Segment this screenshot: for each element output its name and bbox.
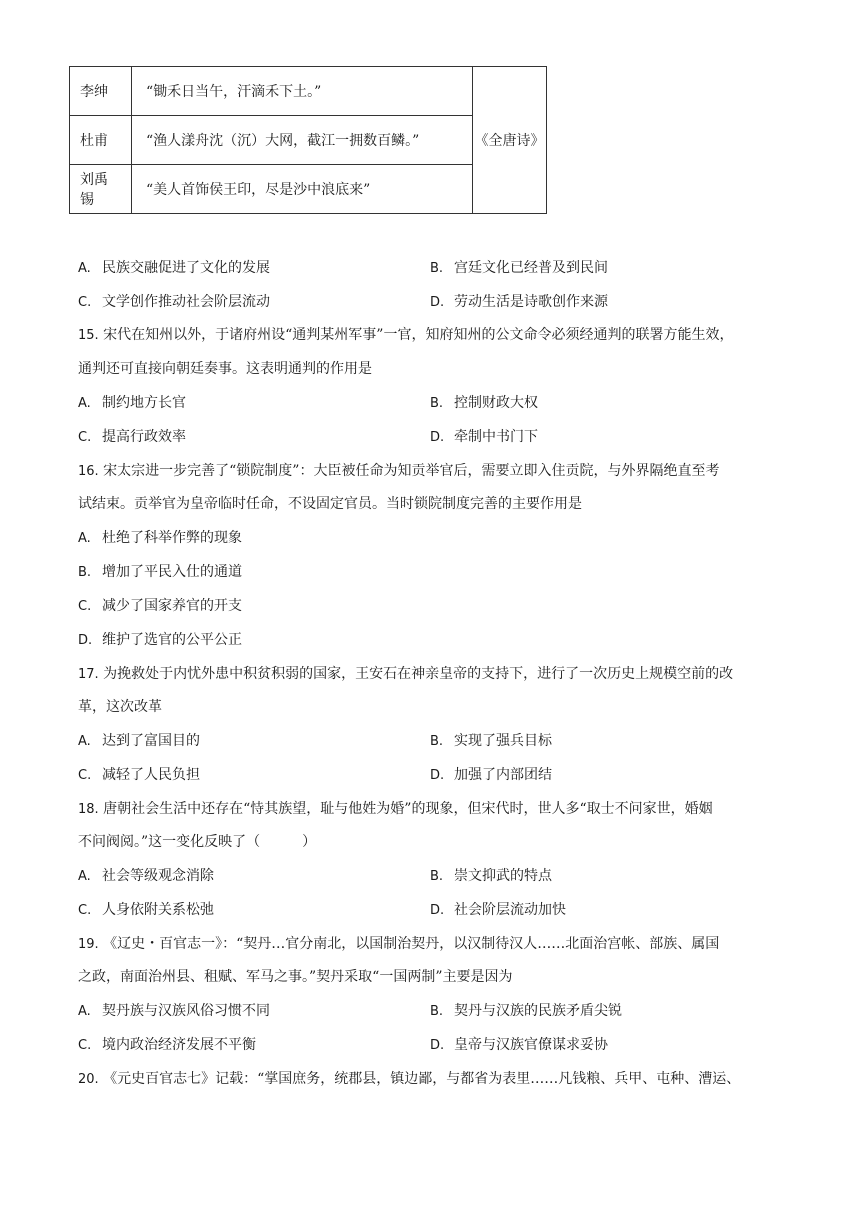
q15-stem-line2: 通判还可直接向朝廷奏事。这表明通判的作用是 <box>78 361 372 377</box>
q17-stem-line1: 17. 为挽救处于内忧外患中积贫积弱的国家，王安石在神亲皇帝的支持下，进行了一次历史上规模空前的改 <box>78 666 734 682</box>
q15-stem-line1: 15. 宋代在知州以外，于诸府州设“通判某州军事”一官，知府知州的公文命令必须经通判的联署方能生效， <box>78 327 734 343</box>
q15-option-d[interactable]: D. 牵制中书门下 <box>430 429 538 445</box>
verse-cell: “美人首饰侯王印，尽是沙中浪底来” <box>132 165 473 214</box>
q16-option-c[interactable]: C. 减少了国家养官的开支 <box>78 598 242 614</box>
q17-option-b[interactable]: B. 实现了强兵目标 <box>430 733 552 749</box>
q20-stem-line1: 20. 《元史百官志七》记载：“掌国庶务，统郡县，镇边鄙，与都省为表里……凡钱粮、兵甲、屯种、漕运、 <box>78 1071 741 1087</box>
q19-option-c[interactable]: C. 境内政治经济发展不平衡 <box>78 1037 256 1053</box>
q18-option-b[interactable]: B. 崇文抑武的特点 <box>430 868 552 884</box>
q19-stem-line2: 之政，南面治州县、租赋、军马之事。”契丹采取“一国两制”主要是因为 <box>78 969 513 985</box>
verse-cell: “渔人漾舟沈（沉）大网，截江一拥数百鳞。” <box>132 116 473 165</box>
verse-cell: “锄禾日当午，汗滴禾下土。” <box>132 67 473 116</box>
q19-option-d[interactable]: D. 皇帝与汉族官僚谋求妥协 <box>430 1037 608 1053</box>
q14-option-c[interactable]: C. 文学创作推动社会阶层流动 <box>78 294 270 310</box>
q14-option-a[interactable]: A. 民族交融促进了文化的发展 <box>78 260 270 276</box>
q17-option-a[interactable]: A. 达到了富国目的 <box>78 733 200 749</box>
author-cell: 李绅 <box>70 67 132 116</box>
q18-option-a[interactable]: A. 社会等级观念消除 <box>78 868 214 884</box>
q18-stem-line2: 不问阀阅。”这一变化反映了（ ） <box>78 834 317 850</box>
table-row <box>70 67 547 116</box>
q16-stem-line1: 16. 宋太宗进一步完善了“锁院制度”：大臣被任命为知贡举官后，需要立即入住贡院，与外界隔绝直至考 <box>78 463 720 479</box>
q16-option-a[interactable]: A. 杜绝了科举作弊的现象 <box>78 530 242 546</box>
author-cell: 杜甫 <box>70 116 132 165</box>
q16-option-b[interactable]: B. 增加了平民入仕的通道 <box>78 564 242 580</box>
author-cell: 刘禹锡 <box>70 165 132 214</box>
q15-option-c[interactable]: C. 提高行政效率 <box>78 429 186 445</box>
q15-option-b[interactable]: B. 控制财政大权 <box>430 395 538 411</box>
poem-table <box>69 66 547 214</box>
q18-stem-line1: 18. 唐朝社会生活中还存在“恃其族望，耻与他姓为婚”的现象，但宋代时，世人多“取士不问家世，婚姻 <box>78 801 713 817</box>
q18-option-d[interactable]: D. 社会阶层流动加快 <box>430 902 566 918</box>
q14-option-b[interactable]: B. 宫廷文化已经普及到民间 <box>430 260 608 276</box>
source-cell: 《全唐诗》 <box>473 67 547 214</box>
q18-option-c[interactable]: C. 人身依附关系松弛 <box>78 902 214 918</box>
q17-option-d[interactable]: D. 加强了内部团结 <box>430 767 552 783</box>
q19-option-a[interactable]: A. 契丹族与汉族风俗习惯不同 <box>78 1003 270 1019</box>
q17-option-c[interactable]: C. 减轻了人民负担 <box>78 767 200 783</box>
q15-option-a[interactable]: A. 制约地方长官 <box>78 395 186 411</box>
q19-stem-line1: 19. 《辽史・百官志一》：“契丹…官分南北，以国制治契丹，以汉制待汉人……北面治宫帐、部族、属国 <box>78 936 720 952</box>
q16-option-d[interactable]: D. 维护了选官的公平公正 <box>78 632 242 648</box>
q16-stem-line2: 试结束。贡举官为皇帝临时任命，不设固定官员。当时锁院制度完善的主要作用是 <box>78 496 582 512</box>
q14-option-d[interactable]: D. 劳动生活是诗歌创作来源 <box>430 294 608 310</box>
q17-stem-line2: 革，这次改革 <box>78 699 162 715</box>
q19-option-b[interactable]: B. 契丹与汉族的民族矛盾尖锐 <box>430 1003 622 1019</box>
